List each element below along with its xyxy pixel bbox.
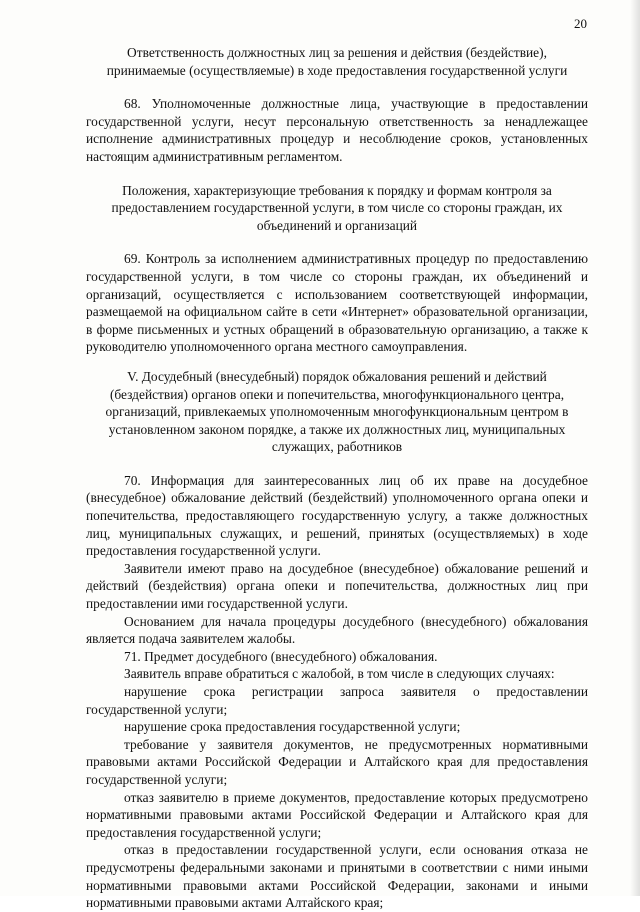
case-item: отказ заявителю в приеме документов, предоставление которых предусмотрено нормативными правовыми актами Российской Федерации и Алтайского края для предоставления государственной услуги; (86, 789, 588, 840)
paragraph-68: 68. Уполномоченные должностные лица, участвующие в предоставлении государственной услуги, несут персональную ответственность за ненадлежащее исполнение административных процедур и несоблюдение сроков, установленных настоящим административным регламентом. (86, 96, 588, 164)
paragraph-70-basis: Основанием для начала процедуры досудебного (внесудебного) обжалования является подача заявителем жалобы. (86, 613, 588, 647)
case-item: требование у заявителя документов, не предусмотренных нормативными правовыми актами Российской Федерации и Алтайского края для предоставления государственной услуги; (86, 736, 588, 787)
case-item: отказ в предоставлении государственной услуги, если основания отказа не предусмотрены федеральными законами и принятыми в соответствии с ними иными нормативными правовыми актами Российской Федерации, законами и иными нормативными правовыми актами Алтайского края; (86, 842, 588, 911)
page-number: 20 (574, 16, 587, 31)
paragraph-70-rights: Заявители имеют право на досудебное (внесудебное) обжалование решений и действий (бездействия) органа опеки и попечительства, должностных лиц при предоставлении ими государственной услуги. (86, 560, 588, 612)
case-item: нарушение срока предоставления государственной услуги; (124, 719, 461, 735)
case-item: нарушение срока регистрации запроса заявителя о предоставлении государственной услуги; (86, 684, 588, 717)
paragraph-69: 69. Контроль за исполнением административных процедур по предоставлению государственной услуги, в том числе со стороны граждан, их объединений и организаций, осуществляется с использованием соответствующей информации, размещаемой на официальном сайте в сети «Интернет» образовательной организации, в форме письменных и устных обращений в образовательную организацию, а также к руководителю уполномоченного органа местного самоуправления. (86, 251, 588, 355)
section-heading-control: Положения, характеризующие требования к порядку и формам контроля за предоставлением государственной услуги, в том числе со стороны граждан, их объединений и организаций (111, 182, 563, 233)
scan-edge-shadow (630, 0, 640, 896)
section-heading-appeal: V. Досудебный (внесудебный) порядок обжалования решений и действий (бездействия) органов опеки и попечительства, многофункционального центра, организаций, привлекаемых уполномоченным многофункциональным центром в установленном законом порядке, а также их должностных лиц, муниципальных служащих, работников (105, 368, 569, 455)
paragraph-71-cases-intro: Заявитель вправе обратиться с жалобой, в том числе в следующих случаях: (124, 666, 555, 682)
section-heading-responsibility: Ответственность должностных лиц за решения и действия (бездействие), принимаемые (осуществляемые) в ходе предоставления государственной услуги (106, 45, 568, 78)
paragraph-71: 71. Предмет досудебного (внесудебного) обжалования. (124, 648, 438, 664)
paragraph-70: 70. Информация для заинтересованных лиц об их праве на досудебное (внесудебное) обжалование действий (бездействий) уполномоченного органа опеки и попечительства, предоставляющего государственную услугу, а также должностных лиц, муниципальных служащих, и решений, принятых (осуществляемых) в ходе предоставления государственной услуги. (86, 472, 588, 559)
document-body (86, 44, 588, 912)
